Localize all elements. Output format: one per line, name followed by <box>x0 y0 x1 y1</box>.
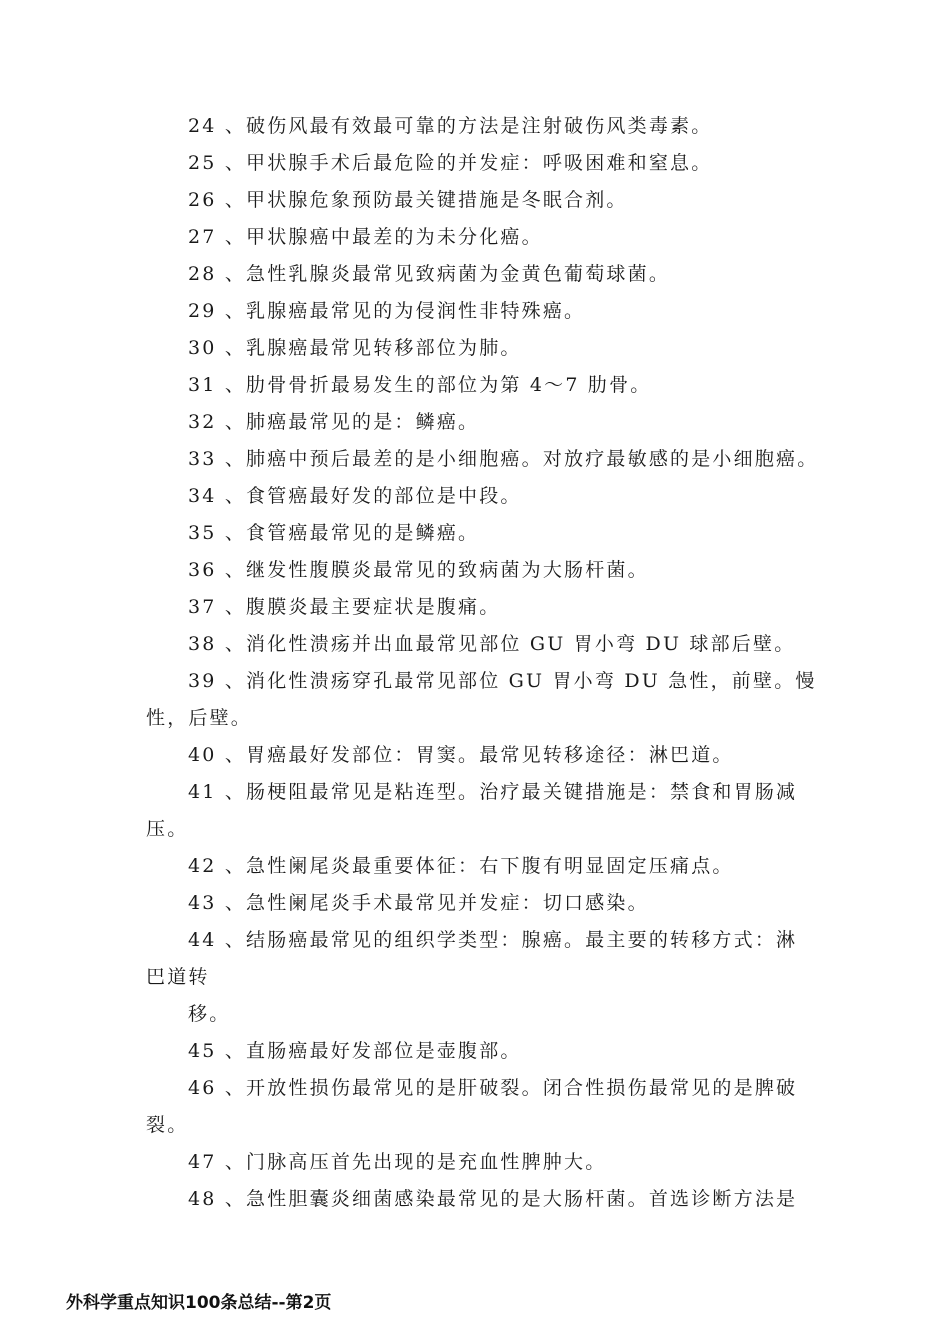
text-line: 35 、食管癌最常见的是鳞癌。 <box>188 522 480 544</box>
text-line: 32 、肺癌最常见的是：鳞癌。 <box>188 411 480 433</box>
text-line: 45 、直肠癌最好发部位是壶腹部。 <box>188 1040 522 1062</box>
text-line: 25 、甲状腺手术后最危险的并发症：呼吸困难和窒息。 <box>188 152 713 174</box>
text-line: 29 、乳腺癌最常见的为侵润性非特殊癌。 <box>188 300 586 322</box>
text-line: 39 、消化性溃疡穿孔最常见部位 GU 胃小弯 DU 急性，前壁。慢 <box>188 670 817 692</box>
text-line: 压。 <box>146 818 189 840</box>
text-line: 移。 <box>188 1003 231 1025</box>
text-line: 33 、肺癌中预后最差的是小细胞癌。对放疗最敏感的是小细胞癌。 <box>188 448 819 470</box>
text-line: 46 、开放性损伤最常见的是肝破裂。闭合性损伤最常见的是脾破 <box>188 1077 798 1099</box>
text-line: 34 、食管癌最好发的部位是中段。 <box>188 485 522 507</box>
text-line: 巴道转 <box>146 966 210 988</box>
document-body <box>146 108 826 1218</box>
text-line: 40 、胃癌最好发部位：胃窦。最常见转移途径：淋巴道。 <box>188 744 734 766</box>
text-line: 41 、肠梗阻最常见是粘连型。治疗最关键措施是：禁食和胃肠减 <box>188 781 798 803</box>
text-line: 24 、破伤风最有效最可靠的方法是注射破伤风类毒素。 <box>188 115 713 137</box>
text-line: 47 、门脉高压首先出现的是充血性脾肿大。 <box>188 1151 607 1173</box>
text-line: 48 、急性胆囊炎细菌感染最常见的是大肠杆菌。首选诊断方法是 <box>188 1188 798 1210</box>
text-line: 36 、继发性腹膜炎最常见的致病菌为大肠杆菌。 <box>188 559 649 581</box>
text-line: 28 、急性乳腺炎最常见致病菌为金黄色葡萄球菌。 <box>188 263 671 285</box>
text-line: 44 、结肠癌最常见的组织学类型：腺癌。最主要的转移方式：淋 <box>188 929 798 951</box>
text-line: 裂。 <box>146 1114 189 1136</box>
text-line: 30 、乳腺癌最常见转移部位为肺。 <box>188 337 522 359</box>
text-line: 31 、肋骨骨折最易发生的部位为第 4～7 肋骨。 <box>188 374 652 396</box>
text-line: 43 、急性阑尾炎手术最常见并发症：切口感染。 <box>188 892 649 914</box>
text-line: 37 、腹膜炎最主要症状是腹痛。 <box>188 596 501 618</box>
text-line: 性，后壁。 <box>146 707 253 729</box>
page-footer: 外科学重点知识100条总结--第2页 <box>66 1293 332 1313</box>
text-line: 27 、甲状腺癌中最差的为未分化癌。 <box>188 226 543 248</box>
text-line: 26 、甲状腺危象预防最关键措施是冬眠合剂。 <box>188 189 628 211</box>
text-line: 42 、急性阑尾炎最重要体征：右下腹有明显固定压痛点。 <box>188 855 734 877</box>
text-line: 38 、消化性溃疡并出血最常见部位 GU 胃小弯 DU 球部后壁。 <box>188 633 796 655</box>
